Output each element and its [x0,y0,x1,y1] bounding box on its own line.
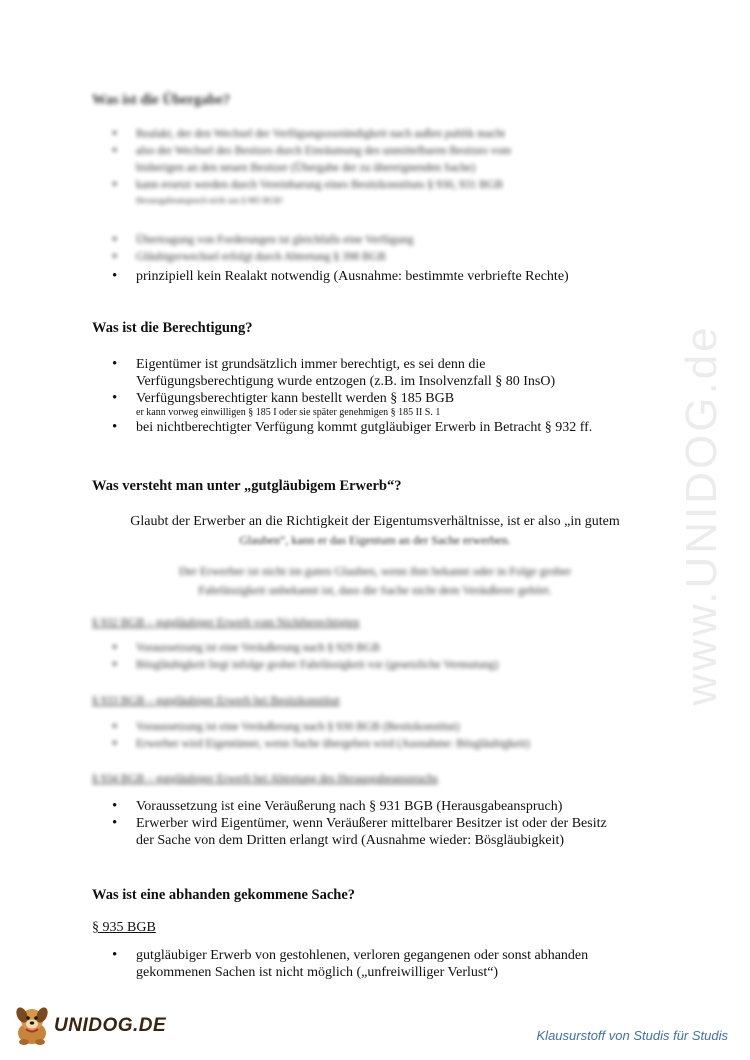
list-item: • prinzipiell kein Realakt notwendig (Ausnahme: bestimmte verbriefte Rechte) [110,268,670,285]
list-item: • gutgläubiger Erwerb von gestohlenen, verloren gegangenen oder sonst abhanden gekommenen Sachen ist nicht möglich („unfreiwilliger Verlust“) [110,947,670,981]
list-item: • Übertragung von Forderungen ist gleichfalls eine Verfügung [110,232,650,249]
heading-gutglaeubig: Was versteht man unter „gutgläubigem Erwerb“? [92,478,402,494]
list-item: • Voraussetzung ist eine Veräußerung nach § 931 BGB (Herausgabeanspruch) [110,798,670,815]
subheading-934: § 934 BGB – gutgläubiger Erwerb bei Abtretung des Herausgabeanspruchs [92,773,438,785]
list-933 [110,719,670,753]
list-item: • Voraussetzung ist eine Veräußerung nach § 930 BGB (Besitzkonstitut) [110,719,670,736]
list-item: • bei nichtberechtigter Verfügung kommt gutgläubiger Erwerb in Betracht § 932 ff. [110,419,670,436]
paragraph-gutglaeubig-2: Der Erwerber ist nicht im guten Glauben, wenn ihm bekannt oder in Folge grober Fahrlässigkeit unbekannt ist, dass die Sache nicht dem Veräußerer gehört. [179,564,571,597]
list-item: • Voraussetzung ist eine Veräußerung nach § 929 BGB [110,640,670,657]
paragraph-gutglaeubig-1: Glaubt der Erwerber an die Richtigkeit der Eigentumsverhältnisse, ist er also „in gutem Glauben“, kann er das Eigentum an der Sache erwerben. [130,514,620,547]
list-item: • Realakt, der den Wechsel der Verfügungszuständigkeit nach außen publik macht [110,126,650,143]
list-item: • Verfügungsberechtigter kann bestellt werden § 185 BGB er kann vorweg einwilligen § 185 I oder sie später genehmigen § 185 II S. 1 [110,390,670,419]
heading-abhanden: Was ist eine abhanden gekommene Sache? [92,887,356,903]
subheading-933: § 933 BGB – gutgläubiger Erwerb bei Besitzkonstitut [92,695,340,707]
list-item: • also der Wechsel des Besitzes durch Einräumung des unmittelbaren Besitzes vom bisherigen an den neuen Besitzer (Übergabe der zu übereignenden Sache) [110,143,650,177]
list-item: • kann ersetzt werden durch Vereinbarung eines Besitzkonstituts § 930, 931 BGB Herausgabeanspruch nicht aus § 985 BGB! [110,177,650,206]
heading-berechtigung: Was ist die Berechtigung? [92,320,253,336]
list-berechtigung [110,356,670,436]
list-item: • Bösgläubigkeit liegt infolge grober Fahrlässigkeit vor (gesetzliche Vermutung) [110,657,670,674]
footer-tagline: Klausurstoff von Studis für Studis [536,1028,728,1043]
list-item: • Erwerber wird Eigentümer, wenn Veräußerer mittelbarer Besitzer ist oder der Besitz der Sache von dem Dritten erlangt wird (Ausnahme wieder: Bösgläubigkeit) [110,815,670,849]
list-item: • Gläubigerwechsel erfolgt durch Abtretung § 398 BGB [110,249,650,266]
subheading-932: § 932 BGB – gutgläubiger Erwerb vom Nichtberechtigten [92,617,360,629]
list-935 [110,947,670,981]
list-uebergabe-blurred-2 [110,232,650,266]
dog-mascot-icon [10,1005,56,1047]
list-932 [110,640,670,674]
list-item: • Eigentümer ist grundsätzlich immer berechtigt, es sei denn die Verfügungsberechtigung wurde entzogen (z.B. im Insolvenzfall § 80 InsO) [110,356,670,390]
subheading-935: § 935 BGB [92,920,156,935]
list-item: • Erwerber wird Eigentümer, wenn Sache übergeben wird (Ausnahme: Bösgläubigkeit) [110,736,670,753]
heading-uebergabe: Was ist die Übergabe? [92,92,231,108]
list-uebergabe-blurred [110,126,650,206]
list-uebergabe-visible [110,268,670,285]
list-934 [110,798,670,849]
footer-logo[interactable] [10,1005,166,1047]
watermark: www.UNIDOG.de [677,324,726,706]
logo-text: UNIDOG.DE [54,1015,167,1036]
